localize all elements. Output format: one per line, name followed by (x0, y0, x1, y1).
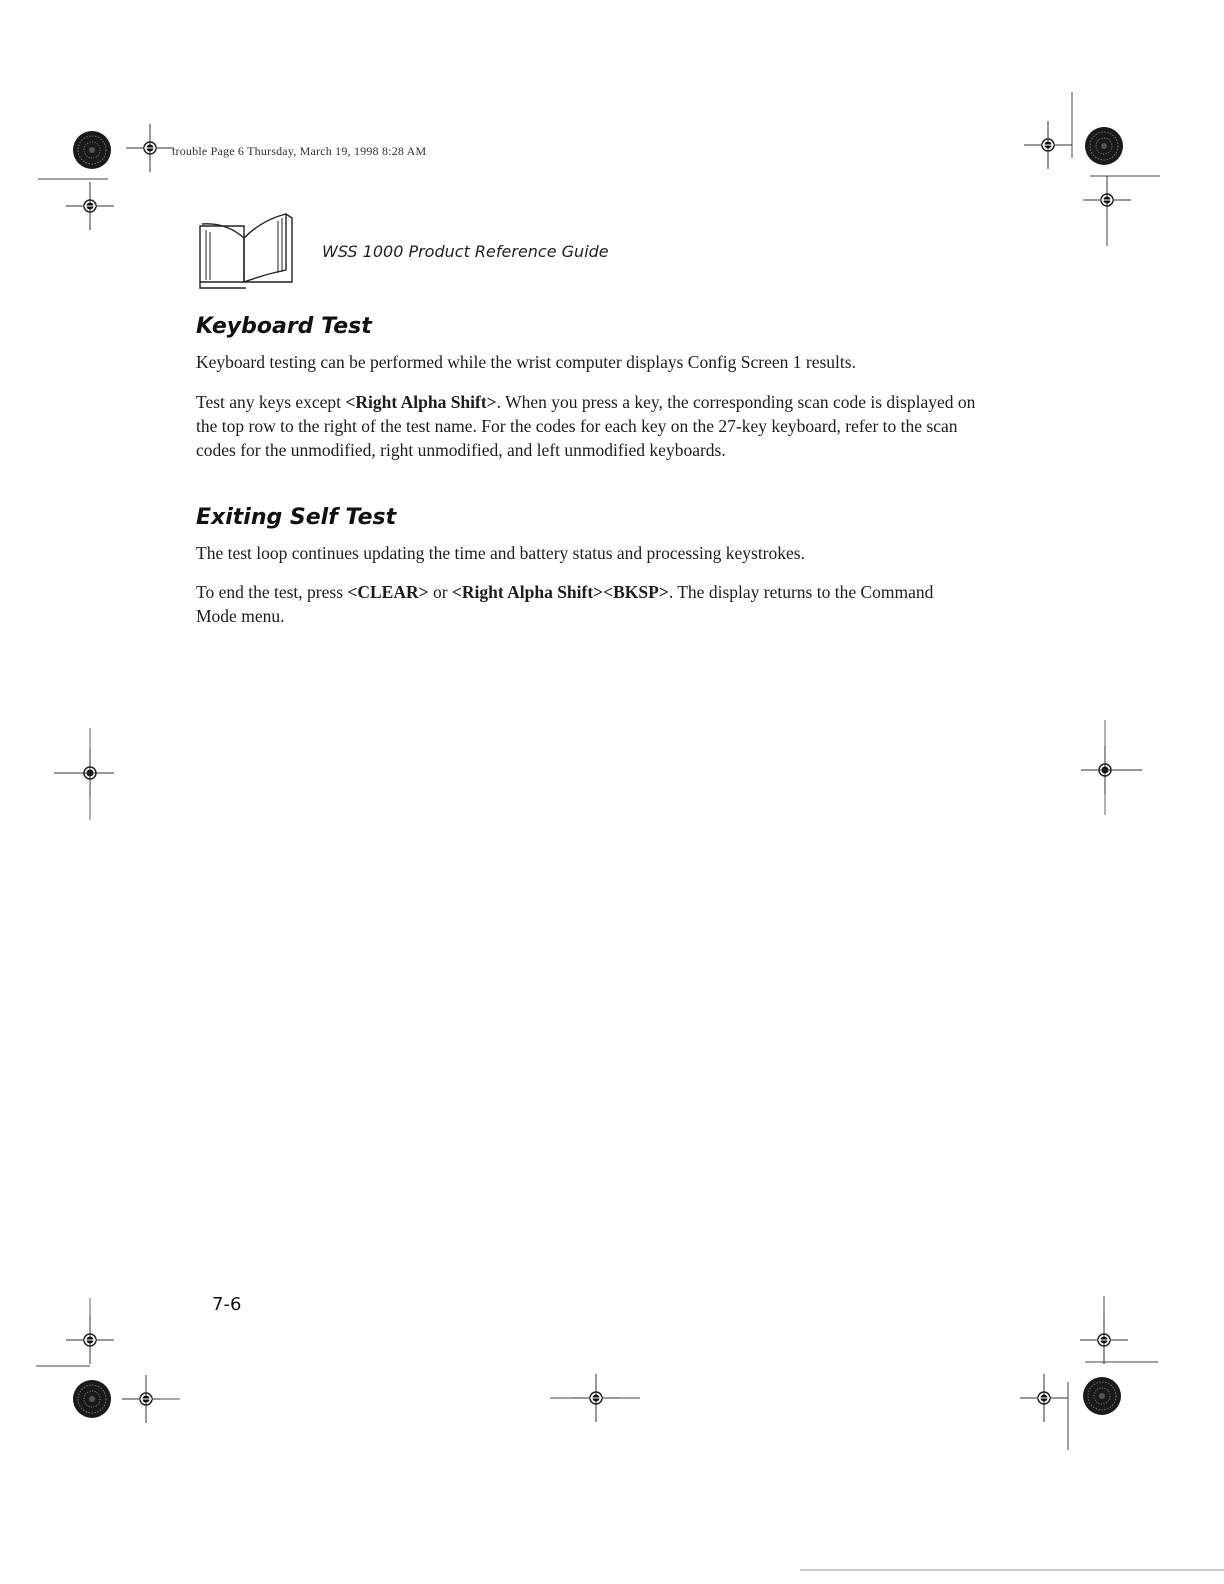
key-name: <Right Alpha Shift> (345, 392, 497, 412)
text-run: The test loop continues updating the time and battery status and processing keystrokes. (196, 543, 805, 563)
registration-crosshair-icon (66, 1316, 114, 1364)
printer-slug: trouble Page 6 Thursday, March 19, 1998 8:28 AM (172, 144, 427, 158)
key-name: <CLEAR> (347, 582, 429, 602)
text-run: Test any keys except (196, 392, 346, 412)
registration-starburst-icon (73, 131, 111, 169)
text-run: . When you press a key, the corresponding scan code is displayed on the top row to the right of the test name. For the codes for each key on the 27-key keyboard, refer to the scan codes for the unmodified, right unmodified, and left unmodified keyboards. (196, 392, 976, 460)
paragraph (196, 541, 976, 565)
registration-starburst-icon (1085, 127, 1123, 165)
section-heading: Keyboard Test (196, 314, 372, 339)
registration-crosshair-icon (1020, 1374, 1068, 1422)
registration-crosshair-icon (572, 1374, 620, 1422)
registration-crosshair-icon (1080, 1316, 1128, 1364)
running-header-title: WSS 1000 Product Reference Guide (322, 242, 609, 261)
paragraph (196, 390, 976, 462)
registration-starburst-icon (1083, 1377, 1121, 1415)
open-book-icon (196, 210, 298, 292)
paragraph (196, 350, 976, 374)
registration-crosshair-icon (126, 124, 174, 172)
text-run: To end the test, press (196, 582, 348, 602)
paragraph (196, 580, 976, 628)
text-run: Keyboard testing can be performed while the wrist computer displays Config Screen 1 results. (196, 352, 856, 372)
text-run: or (428, 582, 452, 602)
key-name: <Right Alpha Shift><BKSP> (451, 582, 669, 602)
page-number: 7-6 (212, 1294, 242, 1315)
text-run: . The display returns to the Command Mode menu. (196, 582, 934, 626)
registration-crosshair-icon (1024, 121, 1072, 169)
section-heading: Exiting Self Test (196, 505, 397, 530)
registration-crosshair-icon (66, 182, 114, 230)
registration-starburst-icon (73, 1380, 111, 1418)
